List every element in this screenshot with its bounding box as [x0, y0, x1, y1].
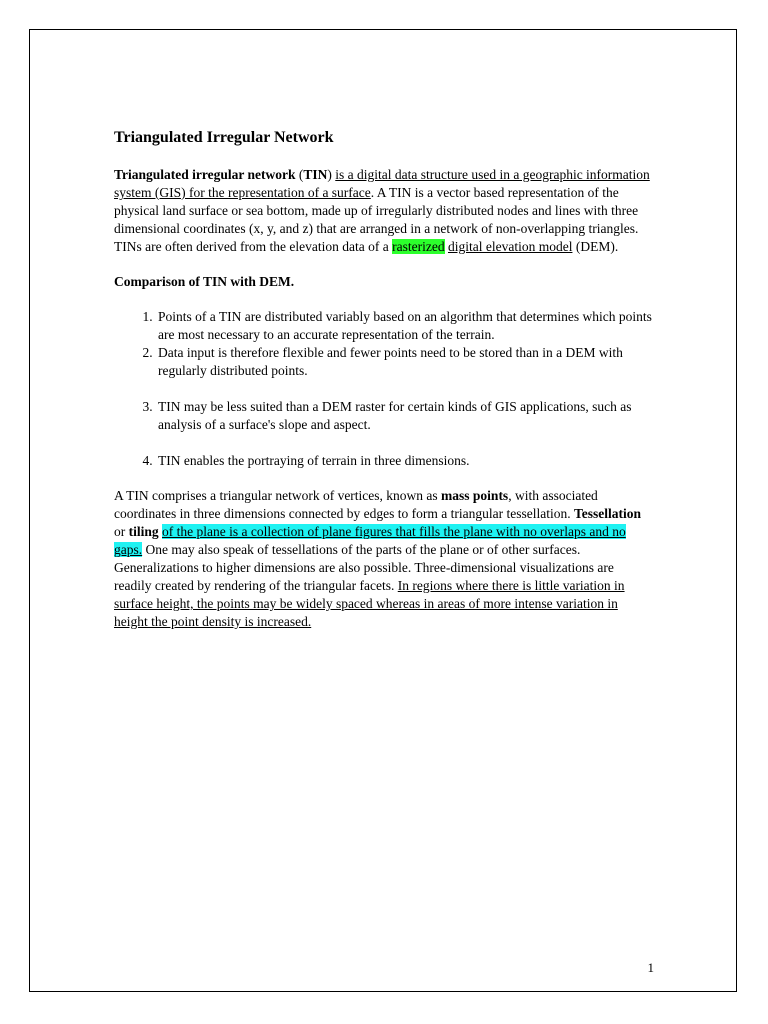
intro-body: . A TIN is a vector based representation of the physical land surface or sea bottom, made up of irregularly distributed nodes and lines with three dimensional coordinates (x, y, and z) that are arranged in a network of non-overlapping triangles. TINs are often derived from the elevation data of a [114, 185, 639, 254]
intro-close-paren: ) [327, 167, 336, 182]
intro-term: Triangulated irregular network [114, 167, 296, 182]
dem-link[interactable]: digital elevation model [447, 239, 573, 254]
mass-points-term: mass points [441, 488, 509, 503]
closing-or: or [114, 524, 129, 539]
page-number: 1 [647, 960, 654, 975]
intro-open-paren: ( [295, 167, 304, 182]
tiling-term: tiling [128, 524, 159, 539]
closing-after-mass: , with associated coordinates in three dimensions connected by edges to form a triangular tessellation. [114, 488, 598, 521]
page-content [114, 128, 654, 648]
regions-link[interactable]: In regions where there is little variation in surface height, the points may be widely spaced whereas in areas of more intense variation in height the point density is increased. [114, 578, 625, 629]
list-item: 3. TIN may be less suited than a DEM raster for certain kinds of GIS applications, such as analysis of a surface's slope and aspect. [156, 398, 654, 434]
closing-start: A TIN comprises a triangular network of vertices, known as [114, 488, 442, 503]
page-title: Triangulated Irregular Network [114, 129, 334, 146]
highlighted-word-rasterized: rasterized [392, 239, 445, 254]
intro-definition-link[interactable]: is a digital data structure used in a geographic information system (GIS) for the representation of a surface [114, 167, 650, 200]
closing-paragraph [114, 487, 654, 631]
intro-tail: (DEM). [572, 239, 619, 254]
intro-abbr: TIN [303, 167, 328, 182]
list-item: 1. Points of a TIN are distributed variably based on an algorithm that determines which points are most necessary to an accurate representation of the terrain. [156, 308, 654, 344]
comparison-list [114, 308, 654, 470]
list-item: 2. Data input is therefore flexible and fewer points need to be stored than in a DEM with regularly distributed points. [156, 344, 654, 380]
tessellation-definition-link[interactable]: of the plane is a collection of plane figures that fills the plane with no overlaps and no gaps. [114, 524, 626, 557]
closing-middle: One may also speak of tessellations of the parts of the plane or of other surfaces. Generalizations to higher dimensions are also possible. Three-dimensional visualizations are readily created by rendering of the triangular facets. [114, 542, 614, 593]
document-page [29, 29, 737, 992]
tessellation-term: Tessellation [574, 506, 642, 521]
list-item: 4. TIN enables the portraying of terrain in three dimensions. [156, 452, 654, 470]
intro-paragraph [114, 166, 654, 256]
comparison-heading: Comparison of TIN with DEM. [114, 274, 295, 289]
